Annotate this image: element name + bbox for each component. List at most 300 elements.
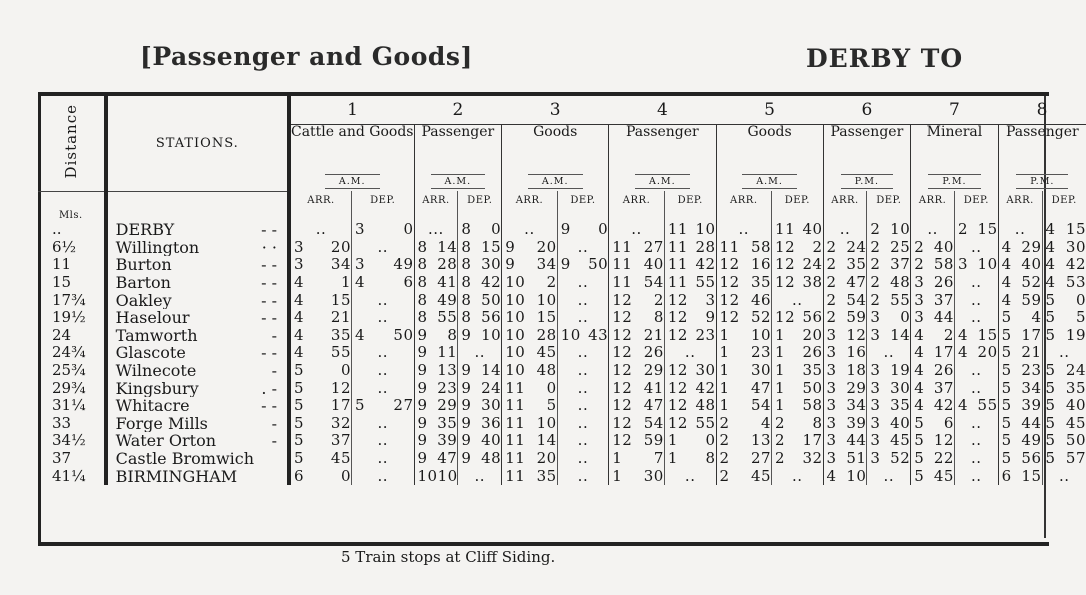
- time-hour: 5: [1001, 308, 1012, 327]
- time-hour: 4: [957, 344, 969, 362]
- arr-time: [823, 362, 867, 380]
- time-hour: 5: [1001, 326, 1012, 344]
- arr-time: [289, 397, 352, 415]
- time-hour: 12: [719, 308, 740, 327]
- distance-cell: 31¼: [38, 397, 106, 415]
- time-minute: 39: [846, 414, 867, 432]
- time-minute: 10: [695, 221, 716, 239]
- time-minute: 0: [1075, 291, 1086, 309]
- distance-cell: 25¾: [38, 362, 106, 380]
- spacer-cell: [772, 209, 824, 221]
- page-heading-route: DERBY TO: [806, 44, 964, 73]
- train-period: [502, 171, 609, 191]
- time-minute: 42: [1065, 256, 1086, 274]
- time-hour: 1: [719, 396, 730, 415]
- time-hour: 5: [1001, 379, 1012, 397]
- time-minute: 36: [481, 414, 502, 432]
- time-minute: 52: [1021, 273, 1042, 292]
- arr-time: [998, 274, 1042, 292]
- station-cell: [106, 309, 289, 327]
- time-minute: 45: [1065, 414, 1086, 432]
- time-minute: 40: [802, 221, 823, 239]
- dep-time: [458, 362, 502, 380]
- arr-time: [289, 309, 352, 327]
- spacer-cell: [352, 209, 415, 221]
- time-hour: 4: [826, 467, 837, 485]
- time-minute: 37: [890, 256, 911, 274]
- arr-time: [502, 239, 557, 257]
- arr-time: [609, 291, 665, 309]
- time-minute: 17: [802, 432, 823, 450]
- time-minute: 59: [1021, 291, 1042, 309]
- station-name: DERBY: [115, 221, 175, 239]
- time-minute: 32: [802, 449, 823, 468]
- leader-dashes: - -: [261, 256, 277, 274]
- period-label: P.M.: [928, 174, 980, 189]
- time-hour: 2: [826, 238, 837, 256]
- time-minute: 0: [546, 379, 557, 397]
- station-name: Glascote: [115, 344, 186, 362]
- arr-time: [911, 291, 955, 309]
- time-hour: 11: [719, 238, 740, 256]
- dep-time: [867, 274, 911, 292]
- time-minute: 27: [643, 238, 664, 256]
- time-minute: 20: [536, 449, 557, 468]
- time-minute: 51: [846, 449, 867, 468]
- arr-time: [998, 309, 1042, 327]
- dep-time: [1042, 274, 1086, 292]
- distance-cell: 41¼: [38, 467, 106, 485]
- time-hour: 4: [1001, 256, 1012, 274]
- time-minute: 16: [750, 256, 772, 274]
- time-hour: 4: [1001, 238, 1012, 256]
- arr-time: [823, 397, 867, 415]
- dep-time: ..: [557, 274, 609, 292]
- time-minute: 34: [330, 256, 351, 274]
- time-hour: 5: [1045, 414, 1056, 432]
- time-hour: 3: [870, 379, 881, 397]
- time-minute: 55: [330, 344, 351, 362]
- dep-time: [867, 256, 911, 274]
- time-hour: 3: [957, 256, 969, 274]
- time-minute: 34: [1021, 379, 1042, 397]
- dep-time: ..: [954, 274, 998, 292]
- dep-time: [772, 379, 824, 397]
- station-name: Barton: [115, 273, 171, 292]
- time-minute: 18: [846, 361, 867, 380]
- station-cell: [106, 450, 289, 468]
- dep-time: [867, 379, 911, 397]
- station-name: Burton: [115, 256, 172, 274]
- time-hour: 5: [294, 379, 305, 397]
- arr-label: ARR.: [502, 191, 557, 209]
- dep-time: [664, 415, 716, 433]
- time-hour: 3: [870, 308, 881, 327]
- time-minute: 48: [536, 361, 557, 380]
- arr-time: [289, 362, 352, 380]
- arr-label: ARR.: [998, 191, 1042, 209]
- time-hour: 6: [1001, 467, 1012, 485]
- time-hour: 12: [612, 308, 633, 327]
- dep-time: ..: [352, 309, 415, 327]
- time-hour: 4: [294, 273, 305, 292]
- time-minute: 4: [1031, 308, 1042, 327]
- dep-time: ..: [458, 467, 502, 485]
- time-hour: 5: [914, 449, 925, 468]
- time-hour: 5: [1045, 361, 1056, 380]
- dep-time: [664, 432, 716, 450]
- time-hour: 2: [826, 273, 837, 292]
- period-label: A.M.: [431, 174, 486, 189]
- dep-time: [1042, 415, 1086, 433]
- arr-time: [609, 274, 665, 292]
- spacer-cell: [414, 209, 458, 221]
- time-minute: 17: [330, 396, 351, 415]
- arr-time: [911, 362, 955, 380]
- dep-label: DEP.: [954, 191, 998, 209]
- time-hour: 1: [667, 449, 678, 468]
- time-hour: 12: [612, 326, 633, 344]
- time-minute: 54: [846, 291, 867, 309]
- time-minute: 6: [403, 273, 414, 292]
- time-minute: 10: [846, 467, 867, 485]
- period-label: A.M.: [325, 174, 380, 189]
- spacer-cell: [609, 209, 665, 221]
- time-hour: 5: [1045, 326, 1056, 344]
- time-minute: 10: [536, 414, 557, 432]
- arr-time: [998, 415, 1042, 433]
- dep-time: [772, 309, 824, 327]
- arr-time: [289, 239, 352, 257]
- arr-time: [823, 450, 867, 468]
- leader-dashes: · ·: [261, 238, 277, 257]
- time-hour: 4: [294, 326, 305, 344]
- dep-time: [954, 344, 998, 362]
- dep-time: [458, 432, 502, 450]
- dep-time: [458, 327, 502, 345]
- time-hour: 3: [870, 414, 881, 432]
- period-label: A.M.: [635, 174, 690, 189]
- dep-time: [867, 450, 911, 468]
- table-row: [38, 221, 1086, 239]
- time-hour: 4: [914, 344, 925, 362]
- time-minute: 0: [900, 308, 911, 327]
- time-minute: 23: [750, 344, 772, 362]
- time-minute: 48: [481, 449, 502, 468]
- time-minute: 52: [750, 308, 772, 327]
- arr-time: [502, 415, 557, 433]
- time-minute: 4: [760, 414, 772, 432]
- time-hour: 9: [461, 379, 472, 397]
- dep-time: ..: [352, 379, 415, 397]
- arr-time: [414, 432, 458, 450]
- arr-time: [823, 309, 867, 327]
- time-hour: 1: [719, 326, 730, 344]
- arr-time: [609, 450, 665, 468]
- time-minute: 37: [933, 379, 954, 397]
- arr-time: [414, 344, 458, 362]
- distance-cell: 11: [38, 256, 106, 274]
- dep-time: [458, 450, 502, 468]
- time-hour: 5: [1045, 379, 1056, 397]
- leader-dashes: -: [271, 432, 277, 450]
- dep-time: [772, 397, 824, 415]
- leader-dashes: - -: [261, 344, 277, 362]
- time-hour: 3: [826, 326, 837, 344]
- time-hour: 4: [355, 273, 366, 292]
- dep-time: [664, 221, 716, 239]
- dep-time: [772, 450, 824, 468]
- arr-time: [998, 291, 1042, 309]
- time-hour: 2: [719, 414, 730, 432]
- dep-time: [867, 221, 911, 239]
- time-hour: 2: [870, 291, 881, 309]
- time-hour: 12: [719, 273, 740, 292]
- time-minute: 48: [695, 396, 716, 415]
- leader-dashes: -: [271, 326, 277, 345]
- train-type: Passenger: [823, 125, 911, 172]
- distance-cell: 34½: [38, 432, 106, 450]
- dep-time: [458, 309, 502, 327]
- time-hour: 8: [461, 291, 472, 309]
- dep-time: ..: [1042, 344, 1086, 362]
- dep-time: [557, 327, 609, 345]
- arr-time: [414, 256, 458, 274]
- time-minute: 35: [1065, 379, 1086, 397]
- dep-time: ..: [557, 467, 609, 485]
- station-cell: [106, 274, 289, 292]
- time-minute: 17: [1021, 326, 1042, 344]
- time-minute: 16: [846, 344, 867, 362]
- leader-dashes: - -: [261, 308, 277, 327]
- dep-time: [1042, 309, 1086, 327]
- dep-time: [664, 327, 716, 345]
- table-row: [38, 274, 1086, 292]
- distance-cell: 37: [38, 450, 106, 468]
- train-period: [716, 171, 823, 191]
- time-hour: 4: [355, 326, 366, 344]
- dep-time: [664, 274, 716, 292]
- time-minute: 0: [705, 432, 716, 450]
- time-hour: 9: [560, 221, 571, 239]
- dep-time: [867, 397, 911, 415]
- time-minute: 39: [1021, 396, 1042, 415]
- time-hour: 9: [461, 361, 472, 380]
- dep-time: [1042, 450, 1086, 468]
- dep-time: ..: [954, 467, 998, 485]
- arr-time: [609, 415, 665, 433]
- time-minute: 34: [846, 396, 867, 415]
- time-hour: 1: [775, 361, 786, 380]
- table-row: [38, 344, 1086, 362]
- arr-time: [414, 450, 458, 468]
- time-minute: 28: [695, 238, 716, 256]
- station-cell: [106, 467, 289, 485]
- arr-time: [502, 397, 557, 415]
- dep-time: ..: [557, 397, 609, 415]
- arr-time: ..: [716, 221, 771, 239]
- train-type: Goods: [502, 125, 609, 172]
- time-hour: 4: [294, 344, 305, 362]
- time-hour: 4: [957, 396, 969, 415]
- dep-time: [664, 379, 716, 397]
- time-minute: 57: [1065, 449, 1086, 468]
- table-row: [38, 432, 1086, 450]
- dep-time: [772, 239, 824, 257]
- time-hour: 1: [612, 467, 623, 485]
- time-hour: 2: [826, 308, 837, 327]
- time-hour: 3: [826, 361, 837, 380]
- dep-time: ..: [954, 291, 998, 309]
- time-minute: 47: [846, 273, 867, 292]
- dep-label: DEP.: [352, 191, 415, 209]
- time-minute: 47: [437, 449, 458, 468]
- distance-header-label: Distance: [61, 103, 80, 178]
- time-hour: 2: [775, 432, 786, 450]
- dep-time: [772, 256, 824, 274]
- time-hour: 2: [914, 256, 925, 274]
- time-minute: 55: [977, 396, 998, 415]
- time-minute: 28: [437, 256, 458, 274]
- train-type: Goods: [716, 125, 823, 172]
- time-hour: 1: [612, 449, 623, 468]
- stations-subheader: [106, 191, 289, 221]
- time-minute: 19: [890, 361, 911, 380]
- station-name: Wilnecote: [115, 361, 197, 380]
- time-hour: 5: [1045, 396, 1056, 415]
- dep-time: [664, 291, 716, 309]
- time-minute: 21: [643, 326, 664, 344]
- time-hour: 12: [667, 379, 688, 397]
- time-hour: 3: [355, 221, 366, 239]
- time-minute: 39: [437, 432, 458, 450]
- time-minute: 12: [330, 379, 351, 397]
- station-cell: [106, 379, 289, 397]
- time-minute: 5: [1075, 308, 1086, 327]
- dep-time: [772, 344, 824, 362]
- leader-dashes: - -: [261, 291, 277, 309]
- time-minute: 0: [340, 467, 351, 485]
- time-hour: 4: [957, 326, 969, 344]
- time-hour: 5: [914, 432, 925, 450]
- arr-time: [911, 309, 955, 327]
- time-hour: 5: [1045, 449, 1056, 468]
- station-cell: [106, 256, 289, 274]
- time-minute: 50: [481, 291, 502, 309]
- time-hour: 4: [914, 396, 925, 415]
- dep-time: [458, 221, 502, 239]
- time-minute: 2: [546, 273, 557, 292]
- time-hour: 12: [612, 432, 633, 450]
- dep-time: [1042, 221, 1086, 239]
- time-minute: 37: [330, 432, 351, 450]
- spacer-cell: [664, 209, 716, 221]
- arr-time: [998, 467, 1042, 485]
- train-number: 4: [609, 96, 716, 125]
- time-minute: 8: [653, 308, 664, 327]
- time-minute: 54: [750, 396, 772, 415]
- time-hour: 11: [612, 256, 633, 274]
- table-row: [38, 397, 1086, 415]
- spacer-cell: [458, 209, 502, 221]
- dep-time: ..: [867, 344, 911, 362]
- time-minute: 15: [536, 308, 557, 327]
- time-hour: 5: [1045, 291, 1056, 309]
- table-row: [38, 362, 1086, 380]
- arr-label: ARR.: [911, 191, 955, 209]
- time-minute: 34: [536, 256, 557, 274]
- station-cell: [106, 397, 289, 415]
- station-name: Castle Bromwich: [115, 449, 255, 468]
- time-minute: 23: [1021, 361, 1042, 380]
- time-minute: 50: [588, 256, 609, 274]
- time-hour: 12: [612, 396, 633, 415]
- time-minute: 50: [802, 379, 823, 397]
- footnote: 5 Train stops at Cliff Siding.: [341, 548, 556, 566]
- dep-label: DEP.: [1042, 191, 1086, 209]
- station-name: Willington: [115, 238, 200, 257]
- time-hour: 12: [667, 361, 688, 380]
- period-label: P.M.: [1016, 174, 1068, 189]
- spacer-cell: [911, 209, 955, 221]
- time-minute: 15: [1065, 221, 1086, 239]
- dep-time: [664, 256, 716, 274]
- time-minute: 41: [437, 273, 458, 292]
- time-minute: 29: [437, 396, 458, 415]
- time-hour: 1: [775, 344, 786, 362]
- dep-time: [1042, 397, 1086, 415]
- dep-time: [867, 291, 911, 309]
- time-hour: 9: [461, 396, 472, 415]
- distance-cell: 33: [38, 415, 106, 433]
- dep-time: ..: [954, 362, 998, 380]
- station-cell: [106, 362, 289, 380]
- dep-time: ..: [557, 415, 609, 433]
- time-minute: 58: [802, 396, 823, 415]
- dep-time: ..: [352, 450, 415, 468]
- page-heading-section: [Passenger and Goods]: [140, 42, 473, 71]
- station-cell: [106, 415, 289, 433]
- time-minute: 56: [802, 308, 823, 327]
- time-hour: 5: [1001, 432, 1012, 450]
- train-period: [609, 171, 716, 191]
- dep-time: [352, 221, 415, 239]
- time-hour: 12: [775, 256, 796, 274]
- time-minute: 35: [802, 361, 823, 380]
- arr-time: [502, 256, 557, 274]
- time-minute: 45: [750, 467, 772, 485]
- station-cell: [106, 291, 289, 309]
- dep-time: [772, 415, 824, 433]
- time-hour: 12: [612, 361, 633, 380]
- arr-time: [289, 432, 352, 450]
- dep-time: ..: [557, 344, 609, 362]
- time-hour: 4: [914, 379, 925, 397]
- dep-time: [954, 221, 998, 239]
- arr-time: [823, 344, 867, 362]
- station-cell: [106, 239, 289, 257]
- arr-time: [716, 274, 771, 292]
- spacer-cell: [954, 209, 998, 221]
- time-hour: 11: [775, 221, 796, 239]
- arr-time: ..: [315, 221, 327, 239]
- train-number: 8: [998, 96, 1086, 125]
- table-row: [38, 291, 1086, 309]
- station-cell: [106, 432, 289, 450]
- dep-time: ..: [352, 362, 415, 380]
- time-hour: 5: [1001, 449, 1012, 468]
- dep-time: ..: [954, 415, 998, 433]
